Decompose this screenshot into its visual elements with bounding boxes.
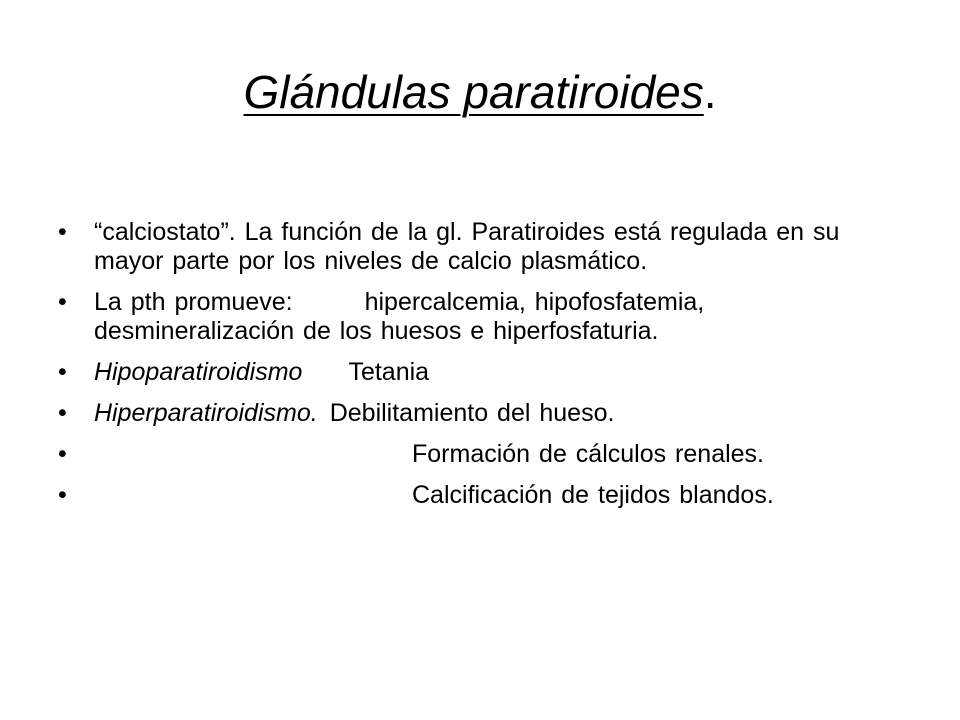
bullet-text: Debilitamiento del hueso.: [329, 399, 615, 427]
bullet-text: Calcificación de tejidos blandos.: [412, 481, 774, 509]
slide-title-text: Glándulas paratiroides: [243, 66, 704, 118]
bullet-text: hipercalcemia, hipofosfatemia, desmineralización de los huesos e hiperfosfaturia.: [94, 288, 705, 345]
bullet-dot: •: [58, 288, 67, 316]
bullet-item-calciostato: [58, 218, 888, 276]
bullet-text: Tetania: [348, 358, 430, 386]
bullet-item-hiperparatiroidismo: [58, 399, 888, 428]
bullet-dot: •: [58, 358, 67, 386]
slide-title-period: .: [703, 66, 717, 118]
bullet-dot: •: [58, 481, 67, 509]
bullet-lead: La pth promueve:: [94, 288, 293, 316]
bullet-text: Formación de cálculos renales.: [412, 440, 764, 468]
bullet-text: “calciostato”. La función de la gl. Paratiroides está regulada en su mayor parte por los niveles de calcio plasmático.: [94, 218, 840, 275]
slide-title: [0, 62, 960, 122]
bullet-dot: •: [58, 218, 67, 246]
bullet-dot: •: [58, 440, 67, 468]
bullet-item-calculos: [58, 440, 888, 469]
bullet-dot: •: [58, 399, 67, 427]
bullet-list: [58, 218, 888, 522]
bullet-item-calcificacion: [58, 481, 888, 510]
bullet-lead: Hiperparatiroidismo.: [94, 399, 318, 427]
bullet-lead: Hipoparatiroidismo: [94, 358, 303, 386]
bullet-item-pth: [58, 288, 888, 346]
bullet-item-hipoparatiroidismo: [58, 358, 888, 387]
